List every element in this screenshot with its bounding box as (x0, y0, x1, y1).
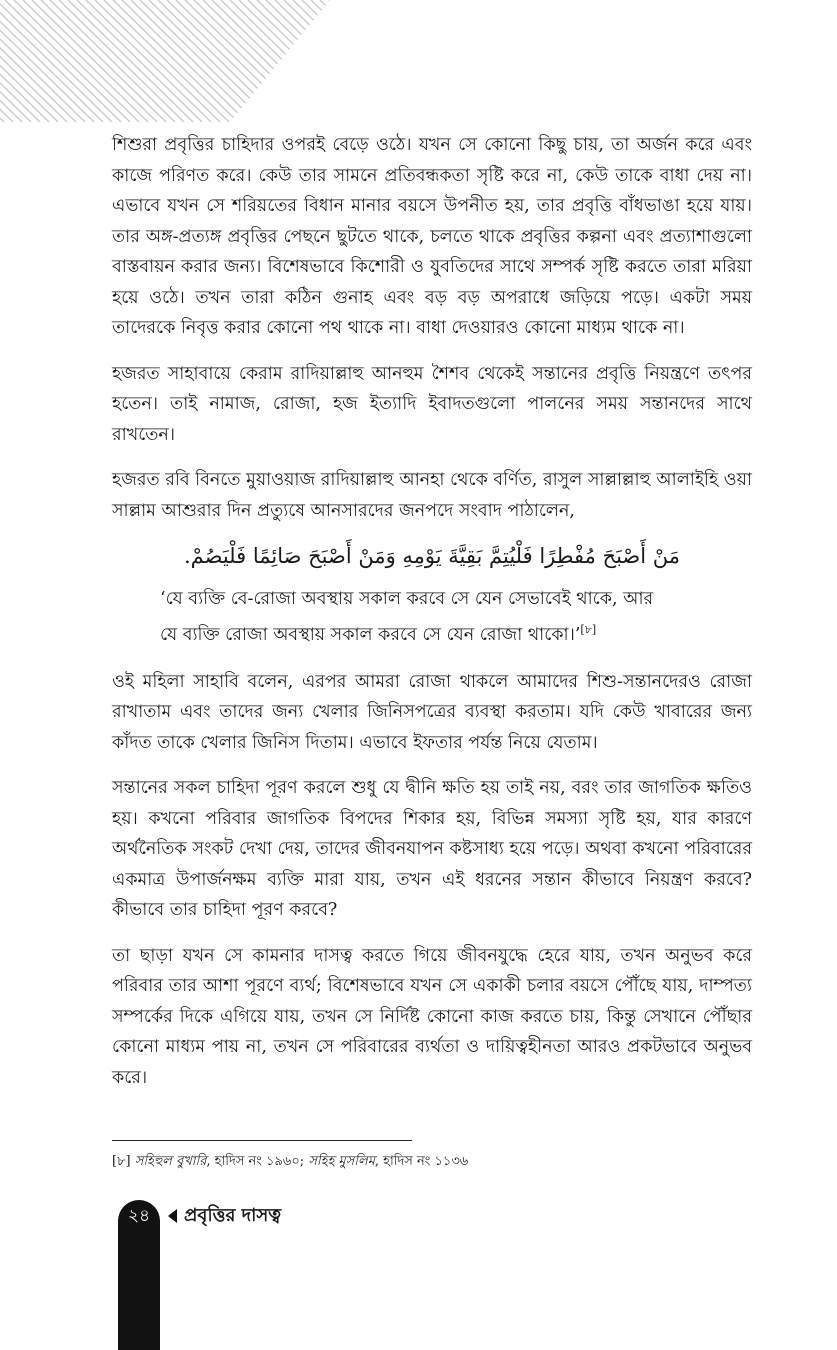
main-text (112, 130, 752, 1108)
hatch-line (113, 0, 238, 122)
hatch-line (302, 0, 330, 122)
hatch-line (230, 0, 330, 122)
decorative-hatch-corner (0, 0, 330, 122)
hatch-line (95, 0, 220, 122)
footnote-hadith-2: , হাদিস নং ১১৩৬ (374, 1154, 469, 1169)
footnote-hadith-1: , হাদিস নং ১৯৬০; (206, 1154, 309, 1169)
hatch-line (203, 0, 328, 122)
hatch-line (131, 0, 256, 122)
hatch-line (14, 0, 139, 122)
footnote-divider (112, 1140, 412, 1141)
hatch-line (194, 0, 319, 122)
hatch-line (0, 0, 22, 122)
hatch-line (86, 0, 211, 122)
hatch-line (68, 0, 193, 122)
footnote-source-2: সহিহ মুসলিম (308, 1154, 375, 1169)
hatch-line (50, 0, 175, 122)
quote-line-1: ‘যে ব্যক্তি বে-রোজা অবস্থায় সকাল করবে সে যেন সেভাবেই থাকে, আর (160, 589, 654, 609)
paragraph-6: তা ছাড়া যখন সে কামনার দাসত্ব করতে গিয়ে জীবনযুদ্ধে হেরে যায়, তখন অনুভব করে পরিবার তার আশা পূরণে ব্যর্থ; বিশেষভাবে যখন সে একাকী চলার বয়সে পৌঁছে যায়, দাম্পত্য সম্পর্কের দিকে এগিয়ে যায়, তখন সে নির্দিষ্ট কোনো কাজ করতে চায়, কিন্তু সেখানে পৌঁছার কোনো মাধ্যম পায় না, তখন সে পরিবারের ব্যর্থতা ও দায়িত্বহীনতা আরও প্রকটভাবে অনুভব করে। (112, 945, 752, 1088)
hatch-line (149, 0, 274, 122)
hatch-line (320, 0, 330, 122)
hatch-line (158, 0, 283, 122)
hatch-line (23, 0, 148, 122)
arabic-hadith-text: مَنْ أَصْبَحَ مُفْطِرًا فَلْيُتِمَّ بَقِيَّةَ يَوْمِهِ وَمَنْ أَصْبَحَ صَائِمًا فَلْيَصُمْ. (183, 544, 681, 568)
paragraph-1: শিশুরা প্রবৃত্তির চাহিদার ওপরই বেড়ে ওঠে। যখন সে কোনো কিছু চায়, তা অর্জন করে এবং কাজে পরিণত করে। কেউ তার সামনে প্রতিবন্ধকতা সৃষ্টি করে না, কেউ তাকে বাধা দেয় না। এভাবে যখন সে শরিয়তের বিধান মানার বয়সে উপনীত হয়, তার প্রবৃত্তি বাঁধভাঙা হয়ে যায়। তার অঙ্গ-প্রত্যঙ্গ প্রবৃত্তির পেছনে ছুটতে থাকে, চলতে থাকে প্রবৃত্তির কল্পনা এবং প্রত্যাশাগুলো বাস্তবায়ন করার জন্য। বিশেষভাবে কিশোরী ও যুবতিদের সাথে সম্পর্ক সৃষ্টি করতে তারা মরিয়া হয়ে ওঠে। তখন তারা কঠিন গুনাহ এবং বড় বড় অপরাধে জড়িয়ে পড়ে। একটা সময় তাদেরকে নিবৃত্ত করার কোনো পথ থাকে না। বাধা দেওয়ারও কোনো মাধ্যম থাকে না। (112, 135, 752, 338)
hatch-line (32, 0, 157, 122)
hatch-line (248, 0, 330, 122)
hatch-line (311, 0, 330, 122)
hatch-line (77, 0, 202, 122)
running-book-title: প্রবৃত্তির দাসত্ব (184, 1205, 282, 1226)
footnote-reference[interactable]: [৮] (580, 622, 597, 636)
hatch-line (140, 0, 265, 122)
hatch-line (59, 0, 184, 122)
footnote (112, 1152, 752, 1172)
page-number: ২৪ (127, 1206, 151, 1226)
hatch-line (41, 0, 166, 122)
hadith-translation-quote (160, 584, 752, 650)
paragraph-5: সন্তানের সকল চাহিদা পূরণ করলে শুধু যে দ্বীনি ক্ষতি হয় তাই নয়, বরং তার জাগতিক ক্ষতিও হয়। কখনো পরিবার জাগতিক বিপদের শিকার হয়, বিভিন্ন সমস্যা সৃষ্টি হয়, যার কারণে অর্থনৈতিক সংকট দেখা দেয়, তাদের জীবনযাপন কষ্টসাধ্য হয়ে পড়ে। অথবা কখনো পরিবারের একমাত্র উপার্জনক্ষম ব্যক্তি মারা যায়, তখন এই ধরনের সন্তান কীভাবে নিয়ন্ত্রণ করবে? কীভাবে তার চাহিদা পূরণ করবে? (112, 778, 752, 921)
triangle-left-icon (168, 1209, 177, 1223)
hatch-line (5, 0, 130, 122)
hatch-line (104, 0, 229, 122)
hatch-line (293, 0, 330, 122)
footnote-source-1: সহিহুল বুখারি (134, 1154, 207, 1169)
hatch-line (329, 0, 330, 122)
paragraph-3: হজরত রবি বিনতে মুয়াওয়াজ রাদিয়াল্লাহু আনহা থেকে বর্ণিত, রাসুল সাল্লাল্লাহু আলাইহি ওয়া সাল্লাম আশুরার দিন প্রত্যুষে আনসারদের জনপদে সংবাদ পাঠালেন, (112, 470, 752, 521)
paragraph-4: ওই মহিলা সাহাবি বলেন, এরপর আমরা রোজা থাকলে আমাদের শিশু-সন্তানদেরও রোজা রাখাতাম এবং তাদের জন্য খেলার জিনিসপত্রের ব্যবস্থা করতাম। যদি কেউ খাবারের জন্য কাঁদত তাকে খেলার জিনিস দিতাম। এভাবে ইফতার পর্যন্ত নিয়ে যেতাম। (112, 671, 752, 753)
paragraph-2: হজরত সাহাবায়ে কেরাম রাদিয়াল্লাহু আনহুম শৈশব থেকেই সন্তানের প্রবৃত্তি নিয়ন্ত্রণে তৎপর হতেন। তাই নামাজ, রোজা, হজ ইত্যাদি ইবাদতগুলো পালনের সময় সন্তানদের সাথে রাখতেন। (112, 363, 752, 445)
quote-line-2 (160, 615, 752, 650)
hatch-line (167, 0, 292, 122)
quote-line-2-text: যে ব্যক্তি রোজা অবস্থায় সকাল করবে সে যেন রোজা থাকো।’ (160, 624, 581, 645)
hatch-line (122, 0, 247, 122)
footnote-marker: [৮] (112, 1154, 131, 1169)
hatch-line (284, 0, 330, 122)
hatch-line (185, 0, 310, 122)
hatch-line (176, 0, 301, 122)
